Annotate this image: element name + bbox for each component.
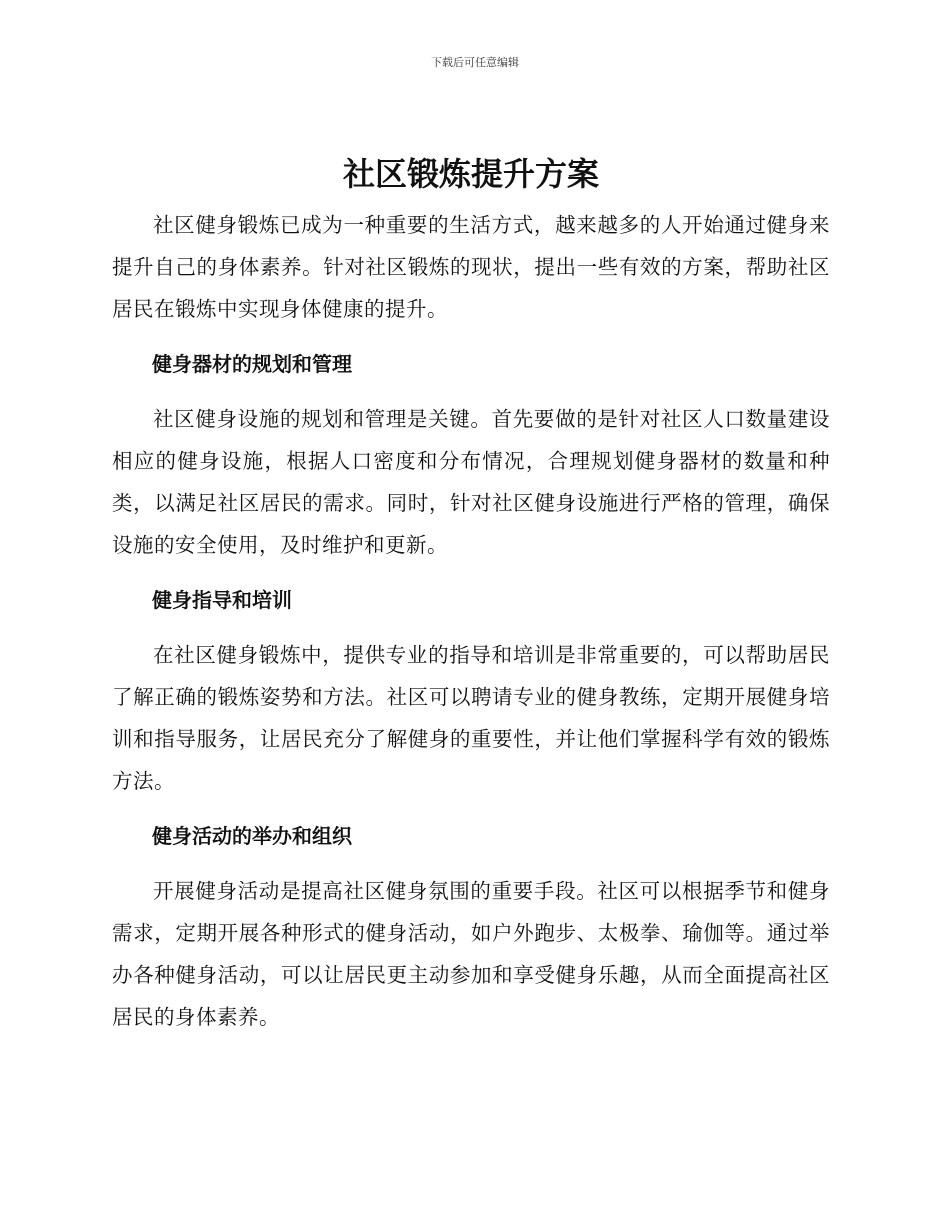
section-body-equipment: 社区健身设施的规划和管理是关键。首先要做的是针对社区人口数量建设相应的健身设施，根据人口密度和分布情况，合理规划健身器材的数量和种类，以满足社区居民的需求。同时，针对社区健身设施进行严格的管理，确保设施的安全使用，及时维护和更新。 (112, 407, 830, 557)
section-heading-guidance: 健身指导和培训 (152, 588, 292, 612)
section-body-activities: 开展健身活动是提高社区健身氛围的重要手段。社区可以根据季节和健身需求，定期开展各种形式的健身活动，如户外跑步、太极拳、瑜伽等。通过举办各种健身活动，可以让居民更主动参加和享受健身乐趣，从而全面提高社区居民的身体素养。 (112, 879, 830, 1029)
document-title: 社区锻炼提升方案 (342, 155, 599, 193)
page-header-note: 下载后可任意编辑 (431, 56, 519, 69)
section-heading-equipment: 健身器材的规划和管理 (152, 352, 352, 376)
section-body-guidance: 在社区健身锻炼中，提供专业的指导和培训是非常重要的，可以帮助居民了解正确的锻炼姿势和方法。社区可以聘请专业的健身教练，定期开展健身培训和指导服务，让居民充分了解健身的重要性，并让他们掌握科学有效的锻炼方法。 (112, 643, 830, 793)
section-heading-activities: 健身活动的举办和组织 (152, 824, 352, 848)
intro-paragraph: 社区健身锻炼已成为一种重要的生活方式，越来越多的人开始通过健身来提升自己的身体素养。针对社区锻炼的现状，提出一些有效的方案，帮助社区居民在锻炼中实现身体健康的提升。 (112, 213, 830, 321)
document-body (112, 148, 830, 1038)
